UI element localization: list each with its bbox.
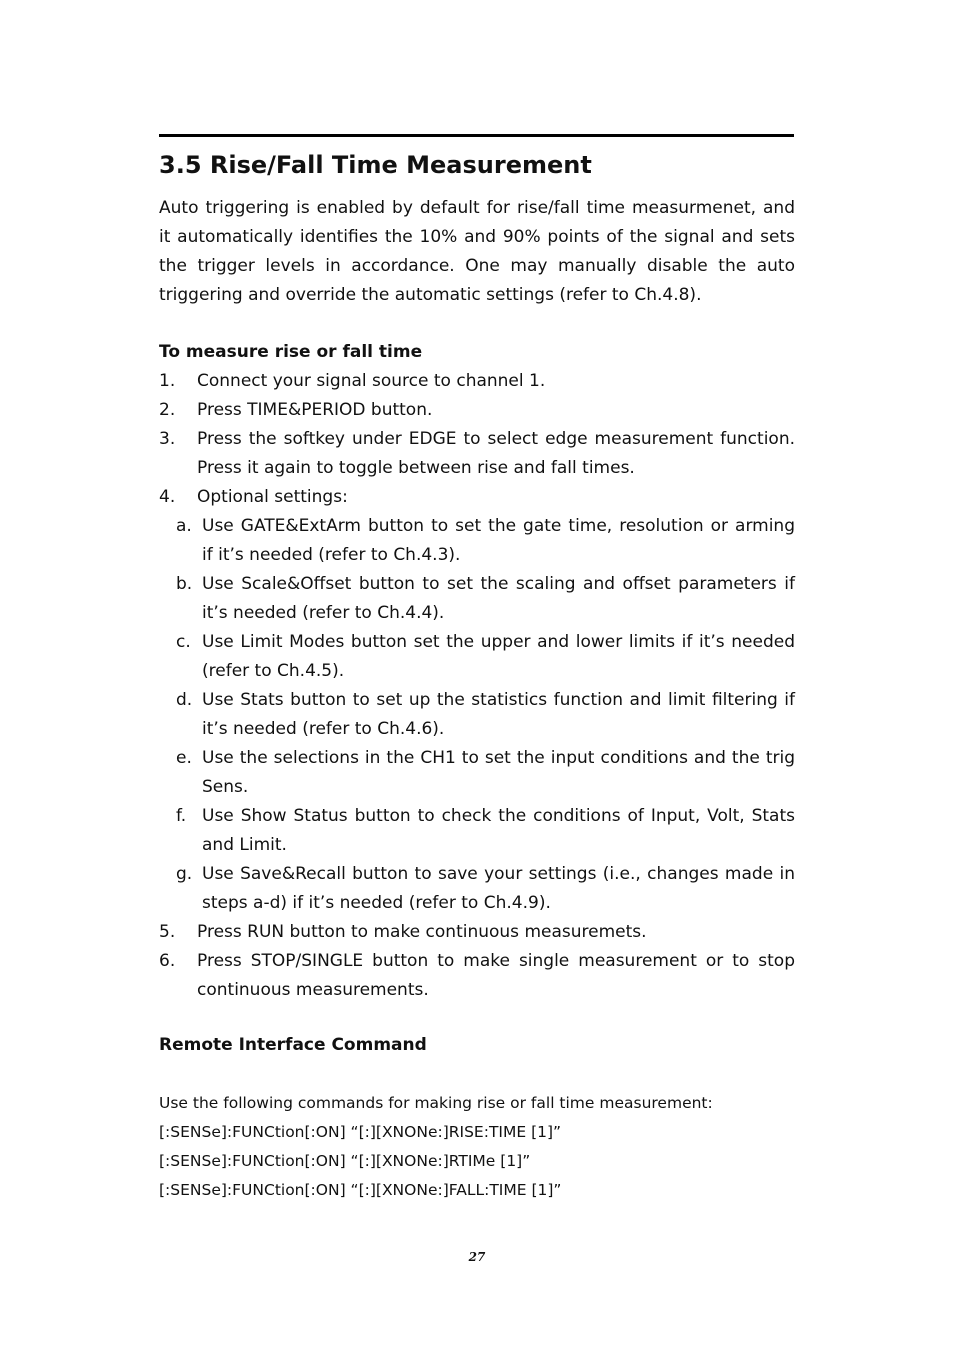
step-text: Press RUN button to make continuous measuremets. bbox=[197, 922, 647, 942]
step-number: 6. bbox=[159, 951, 176, 971]
procedure-step bbox=[159, 918, 795, 947]
setting-text: Use Stats button to set up the statistics function and limit filtering if it’s needed (refer to Ch.4.6). bbox=[202, 690, 795, 739]
setting-text: Use GATE&ExtArm button to set the gate time, resolution or arming if it’s needed (refer to Ch.4.3). bbox=[202, 516, 795, 565]
optional-setting bbox=[159, 860, 795, 918]
optional-setting bbox=[159, 686, 795, 744]
step-number: 1. bbox=[159, 371, 176, 391]
remote-intro: Use the following commands for making rise or fall time measurement: bbox=[159, 1094, 713, 1112]
optional-setting bbox=[159, 628, 795, 686]
scpi-command: [:SENSe]:FUNCtion[:ON] “[:][XNONe:]FALL:TIME [1]” bbox=[159, 1181, 562, 1199]
remote-commands bbox=[159, 1089, 799, 1205]
procedure-steps bbox=[159, 367, 795, 1005]
setting-text: Use Show Status button to check the conditions of Input, Volt, Stats and Limit. bbox=[202, 806, 795, 855]
setting-letter: b. bbox=[176, 574, 193, 594]
step-number: 2. bbox=[159, 400, 176, 420]
setting-letter: g. bbox=[176, 864, 193, 884]
step-text: Optional settings: bbox=[197, 487, 348, 507]
step-number: 5. bbox=[159, 922, 176, 942]
setting-letter: d. bbox=[176, 690, 193, 710]
section-intro: Auto triggering is enabled by default for rise/fall time measurmenet, and it automatically identifies the 10% and 90% points of the signal and sets the trigger levels in accordance. One may manually disable the auto triggering and override the automatic settings (refer to Ch.4.8). bbox=[159, 198, 795, 305]
step-text: Connect your signal source to channel 1. bbox=[197, 371, 546, 391]
section-title: 3.5 Rise/Fall Time Measurement bbox=[159, 151, 592, 179]
procedure-step bbox=[159, 425, 795, 483]
setting-letter: e. bbox=[176, 748, 192, 768]
remote-heading: Remote Interface Command bbox=[159, 1035, 427, 1055]
scpi-command: [:SENSe]:FUNCtion[:ON] “[:][XNONe:]RTIMe [1]” bbox=[159, 1152, 531, 1170]
procedure-step bbox=[159, 367, 795, 396]
setting-letter: a. bbox=[176, 516, 192, 536]
setting-text: Use the selections in the CH1 to set the input conditions and the trig Sens. bbox=[202, 748, 795, 797]
step-text: Press the softkey under EDGE to select edge measurement function. Press it again to toggle between rise and fall times. bbox=[197, 429, 795, 478]
section-top-rule bbox=[159, 134, 794, 137]
step-number: 4. bbox=[159, 487, 176, 507]
setting-letter: f. bbox=[176, 806, 187, 826]
procedure-step bbox=[159, 483, 795, 512]
setting-text: Use Limit Modes button set the upper and lower limits if it’s needed (refer to Ch.4.5). bbox=[202, 632, 795, 681]
procedure-step bbox=[159, 396, 795, 425]
procedure-step bbox=[159, 947, 795, 1005]
setting-text: Use Save&Recall button to save your settings (i.e., changes made in steps a-d) if it’s needed (refer to Ch.4.9). bbox=[202, 864, 795, 913]
scpi-command: [:SENSe]:FUNCtion[:ON] “[:][XNONe:]RISE:TIME [1]” bbox=[159, 1123, 562, 1141]
step-text: Press TIME&PERIOD button. bbox=[197, 400, 433, 420]
setting-text: Use Scale&Offset button to set the scaling and offset parameters if it’s needed (refer to Ch.4.4). bbox=[202, 574, 795, 623]
procedure-heading: To measure rise or fall time bbox=[159, 342, 423, 362]
optional-setting bbox=[159, 570, 795, 628]
step-text: Press STOP/SINGLE button to make single measurement or to stop continuous measurements. bbox=[197, 951, 795, 1000]
optional-setting bbox=[159, 744, 795, 802]
page-number: 27 bbox=[468, 1250, 486, 1264]
optional-setting bbox=[159, 802, 795, 860]
step-number: 3. bbox=[159, 429, 176, 449]
optional-setting bbox=[159, 512, 795, 570]
setting-letter: c. bbox=[176, 632, 191, 652]
